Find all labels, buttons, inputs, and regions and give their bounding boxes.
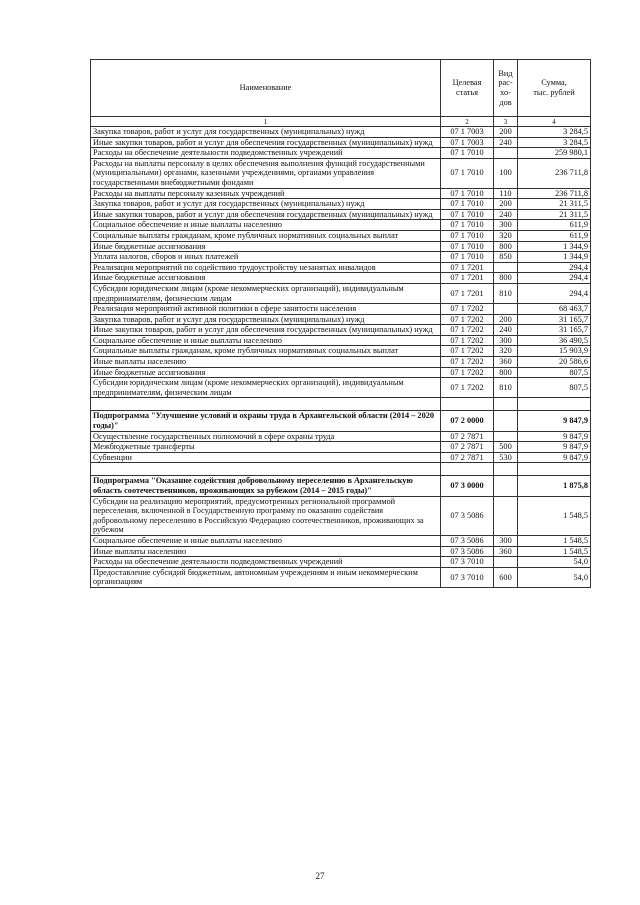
name-cell: Закупка товаров, работ и услуг для государственных (муниципальных) нужд — [91, 314, 441, 325]
table-row — [91, 557, 591, 568]
expense-type-cell: 320 — [494, 230, 518, 241]
expense-type-cell: 600 — [494, 567, 518, 587]
name-cell: Субвенции — [91, 452, 441, 463]
expense-type-cell: 200 — [494, 127, 518, 138]
table-row — [91, 127, 591, 138]
empty-cell — [494, 398, 518, 411]
expense-type-cell: 110 — [494, 188, 518, 199]
name-cell: Иные выплаты населению — [91, 546, 441, 557]
table-header-row — [91, 60, 591, 117]
header-name: Наименование — [91, 60, 441, 117]
sum-cell: 20 586,6 — [518, 357, 591, 368]
table-row — [91, 148, 591, 159]
header-vid-line: Вид — [498, 68, 513, 78]
empty-cell — [91, 398, 441, 411]
target-code-cell: 07 1 7010 — [441, 209, 494, 220]
name-cell: Расходы на обеспечение деятельности подведомственных учреждений — [91, 148, 441, 159]
table-row — [91, 431, 591, 442]
sum-cell: 1 548,5 — [518, 496, 591, 535]
table-row — [91, 273, 591, 284]
expense-type-cell — [494, 476, 518, 496]
header-target-line: Целевая — [452, 78, 482, 88]
expense-type-cell: 800 — [494, 367, 518, 378]
target-code-cell: 07 2 7871 — [441, 452, 494, 463]
header-sum — [518, 60, 591, 117]
target-code-cell: 07 1 7202 — [441, 346, 494, 357]
table-row — [91, 335, 591, 346]
table-row — [91, 209, 591, 220]
sum-cell: 807,5 — [518, 378, 591, 398]
table-row — [91, 546, 591, 557]
name-cell: Иные бюджетные ассигнования — [91, 241, 441, 252]
sum-cell: 9 847,9 — [518, 442, 591, 453]
expense-type-cell: 300 — [494, 535, 518, 546]
table-row — [91, 252, 591, 263]
target-code-cell: 07 3 5086 — [441, 496, 494, 535]
sum-cell: 21 311,5 — [518, 209, 591, 220]
target-code-cell: 07 1 7010 — [441, 230, 494, 241]
target-code-cell: 07 3 5086 — [441, 535, 494, 546]
target-code-cell: 07 1 7201 — [441, 273, 494, 284]
name-cell: Расходы на обеспечение деятельности подведомственных учреждений — [91, 557, 441, 568]
target-code-cell: 07 3 0000 — [441, 476, 494, 496]
table-row — [91, 188, 591, 199]
header-vid-line: хо- — [500, 88, 511, 97]
target-code-cell: 07 1 7003 — [441, 127, 494, 138]
header-sum-line: Сумма, — [541, 78, 567, 88]
sum-cell: 294,4 — [518, 283, 591, 303]
name-cell: Социальное обеспечение и иные выплаты населению — [91, 220, 441, 231]
header-vid-line: рас- — [498, 78, 513, 88]
sum-cell: 236 711,8 — [518, 158, 591, 188]
sum-cell: 31 165,7 — [518, 325, 591, 336]
target-code-cell: 07 1 7202 — [441, 304, 494, 315]
table-row — [91, 367, 591, 378]
expense-type-cell: 360 — [494, 357, 518, 368]
table-row — [91, 357, 591, 368]
column-number: 4 — [518, 117, 591, 127]
target-code-cell: 07 1 7201 — [441, 283, 494, 303]
table-row — [91, 283, 591, 303]
name-cell: Иные закупки товаров, работ и услуг для обеспечения государственных (муниципальных) нужд — [91, 209, 441, 220]
sum-cell: 9 847,9 — [518, 411, 591, 431]
sum-cell: 611,9 — [518, 230, 591, 241]
header-target — [441, 60, 494, 117]
header-vid-line: дов — [499, 97, 512, 107]
sum-cell: 294,4 — [518, 262, 591, 273]
expense-type-cell: 300 — [494, 335, 518, 346]
table-spacer-row — [91, 463, 591, 476]
empty-cell — [441, 463, 494, 476]
sum-cell: 9 847,9 — [518, 452, 591, 463]
table-row — [91, 158, 591, 188]
target-code-cell: 07 1 7202 — [441, 335, 494, 346]
table-row — [91, 325, 591, 336]
budget-table — [90, 59, 591, 588]
name-cell: Субсидии на реализацию мероприятий, предусмотренных региональной программой переселения, включенной в Государственную программу по оказанию содействия добровольному переселению в Российскую Федерацию соотечественников, проживающих за рубежом — [91, 496, 441, 535]
name-cell: Социальные выплаты гражданам, кроме публичных нормативных социальных выплат — [91, 346, 441, 357]
sum-cell: 3 284,5 — [518, 127, 591, 138]
table-row — [91, 304, 591, 315]
expense-type-cell: 530 — [494, 452, 518, 463]
empty-cell — [91, 463, 441, 476]
target-code-cell: 07 1 7010 — [441, 188, 494, 199]
name-cell: Иные закупки товаров, работ и услуг для обеспечения государственных (муниципальных) нужд — [91, 325, 441, 336]
target-code-cell: 07 1 7010 — [441, 252, 494, 263]
target-code-cell: 07 1 7202 — [441, 357, 494, 368]
sum-cell: 807,5 — [518, 367, 591, 378]
target-code-cell: 07 3 7010 — [441, 557, 494, 568]
name-cell: Иные закупки товаров, работ и услуг для обеспечения государственных (муниципальных) нужд — [91, 137, 441, 148]
sum-cell: 3 284,5 — [518, 137, 591, 148]
target-code-cell: 07 1 7202 — [441, 325, 494, 336]
column-number: 3 — [494, 117, 518, 127]
name-cell: Реализация мероприятий активной политики в сфере занятости населения — [91, 304, 441, 315]
expense-type-cell: 850 — [494, 252, 518, 263]
expense-type-cell: 240 — [494, 209, 518, 220]
expense-type-cell — [494, 496, 518, 535]
header-target-line: статья — [455, 88, 479, 97]
target-code-cell: 07 3 7010 — [441, 567, 494, 587]
table-row — [91, 262, 591, 273]
sum-cell: 1 548,5 — [518, 535, 591, 546]
sum-cell: 36 490,5 — [518, 335, 591, 346]
table-body — [91, 127, 591, 588]
expense-type-cell: 240 — [494, 325, 518, 336]
target-code-cell: 07 1 7010 — [441, 241, 494, 252]
name-cell: Осуществление государственных полномочий в сфере охраны труда — [91, 431, 441, 442]
empty-cell — [441, 398, 494, 411]
sum-cell: 611,9 — [518, 220, 591, 231]
name-cell: Социальное обеспечение и иные выплаты населению — [91, 335, 441, 346]
sum-cell: 54,0 — [518, 557, 591, 568]
header-vid — [494, 60, 518, 117]
sum-cell: 1 344,9 — [518, 241, 591, 252]
table-row — [91, 199, 591, 210]
target-code-cell: 07 1 7202 — [441, 378, 494, 398]
target-code-cell: 07 2 7871 — [441, 431, 494, 442]
sum-cell: 1 875,8 — [518, 476, 591, 496]
table-row — [91, 567, 591, 587]
name-cell: Расходы на выплаты персоналу в целях обеспечения выполнения функций государственными (муниципальными) органами, казенными учреждениями, органами управления государственными внебюджетными фондами — [91, 158, 441, 188]
sum-cell: 15 903,9 — [518, 346, 591, 357]
name-cell: Подпрограмма "Улучшение условий и охраны труда в Архангельской области (2014 – 2020 годы)" — [91, 411, 441, 431]
expense-type-cell: 300 — [494, 220, 518, 231]
expense-type-cell — [494, 411, 518, 431]
table-row — [91, 411, 591, 431]
expense-type-cell: 200 — [494, 314, 518, 325]
header-sum-line: тыс. рублей — [533, 88, 575, 97]
table-row — [91, 442, 591, 453]
expense-type-cell: 360 — [494, 546, 518, 557]
target-code-cell: 07 1 7201 — [441, 262, 494, 273]
expense-type-cell — [494, 148, 518, 159]
sum-cell: 236 711,8 — [518, 188, 591, 199]
name-cell: Предоставление субсидий бюджетным, автономным учреждениям и иным некоммерческим организациям — [91, 567, 441, 587]
expense-type-cell — [494, 304, 518, 315]
table-row — [91, 496, 591, 535]
name-cell: Подпрограмма "Оказание содействия добровольному переселению в Архангельскую область соотечественников, проживающих за рубежом (2014 – 2015 годы)" — [91, 476, 441, 496]
name-cell: Уплата налогов, сборов и иных платежей — [91, 252, 441, 263]
table-row — [91, 346, 591, 357]
table-row — [91, 378, 591, 398]
column-number-row — [91, 117, 591, 127]
empty-cell — [518, 398, 591, 411]
name-cell: Иные бюджетные ассигнования — [91, 273, 441, 284]
expense-type-cell: 800 — [494, 241, 518, 252]
expense-type-cell: 800 — [494, 273, 518, 284]
name-cell: Социальное обеспечение и иные выплаты населению — [91, 535, 441, 546]
name-cell: Закупка товаров, работ и услуг для государственных (муниципальных) нужд — [91, 127, 441, 138]
expense-type-cell: 810 — [494, 378, 518, 398]
sum-cell: 31 165,7 — [518, 314, 591, 325]
sum-cell: 9 847,9 — [518, 431, 591, 442]
target-code-cell: 07 1 7202 — [441, 314, 494, 325]
expense-type-cell — [494, 557, 518, 568]
target-code-cell: 07 3 5086 — [441, 546, 494, 557]
table-row — [91, 241, 591, 252]
sum-cell: 68 463,7 — [518, 304, 591, 315]
name-cell: Расходы на выплаты персоналу казенных учреждений — [91, 188, 441, 199]
column-number: 1 — [91, 117, 441, 127]
sum-cell: 21 311,5 — [518, 199, 591, 210]
sum-cell: 1 344,9 — [518, 252, 591, 263]
table-row — [91, 452, 591, 463]
expense-type-cell: 100 — [494, 158, 518, 188]
name-cell: Закупка товаров, работ и услуг для государственных (муниципальных) нужд — [91, 199, 441, 210]
table-row — [91, 535, 591, 546]
expense-type-cell — [494, 262, 518, 273]
target-code-cell: 07 2 0000 — [441, 411, 494, 431]
target-code-cell: 07 1 7003 — [441, 137, 494, 148]
name-cell: Социальные выплаты гражданам, кроме публичных нормативных социальных выплат — [91, 230, 441, 241]
column-number: 2 — [441, 117, 494, 127]
name-cell: Субсидии юридическим лицам (кроме некоммерческих организаций), индивидуальным предпринимателям, физическим лицам — [91, 283, 441, 303]
target-code-cell: 07 1 7010 — [441, 199, 494, 210]
table-row — [91, 476, 591, 496]
name-cell: Иные выплаты населению — [91, 357, 441, 368]
expense-type-cell: 320 — [494, 346, 518, 357]
expense-type-cell: 200 — [494, 199, 518, 210]
page-number: 27 — [315, 871, 325, 881]
empty-cell — [518, 463, 591, 476]
table-row — [91, 230, 591, 241]
table-row — [91, 137, 591, 148]
expense-type-cell: 500 — [494, 442, 518, 453]
table-row — [91, 220, 591, 231]
target-code-cell: 07 2 7871 — [441, 442, 494, 453]
expense-type-cell: 810 — [494, 283, 518, 303]
name-cell: Межбюджетные трансферты — [91, 442, 441, 453]
target-code-cell: 07 1 7010 — [441, 158, 494, 188]
target-code-cell: 07 1 7202 — [441, 367, 494, 378]
expense-type-cell: 240 — [494, 137, 518, 148]
sum-cell: 259 980,1 — [518, 148, 591, 159]
name-cell: Реализация мероприятий по содействию трудоустройству незанятых инвалидов — [91, 262, 441, 273]
empty-cell — [494, 463, 518, 476]
expense-type-cell — [494, 431, 518, 442]
name-cell: Иные бюджетные ассигнования — [91, 367, 441, 378]
sum-cell: 294,4 — [518, 273, 591, 284]
target-code-cell: 07 1 7010 — [441, 148, 494, 159]
sum-cell: 1 548,5 — [518, 546, 591, 557]
name-cell: Субсидии юридическим лицам (кроме некоммерческих организаций), индивидуальным предпринимателям, физическим лицам — [91, 378, 441, 398]
table-row — [91, 314, 591, 325]
table-spacer-row — [91, 398, 591, 411]
target-code-cell: 07 1 7010 — [441, 220, 494, 231]
sum-cell: 54,0 — [518, 567, 591, 587]
